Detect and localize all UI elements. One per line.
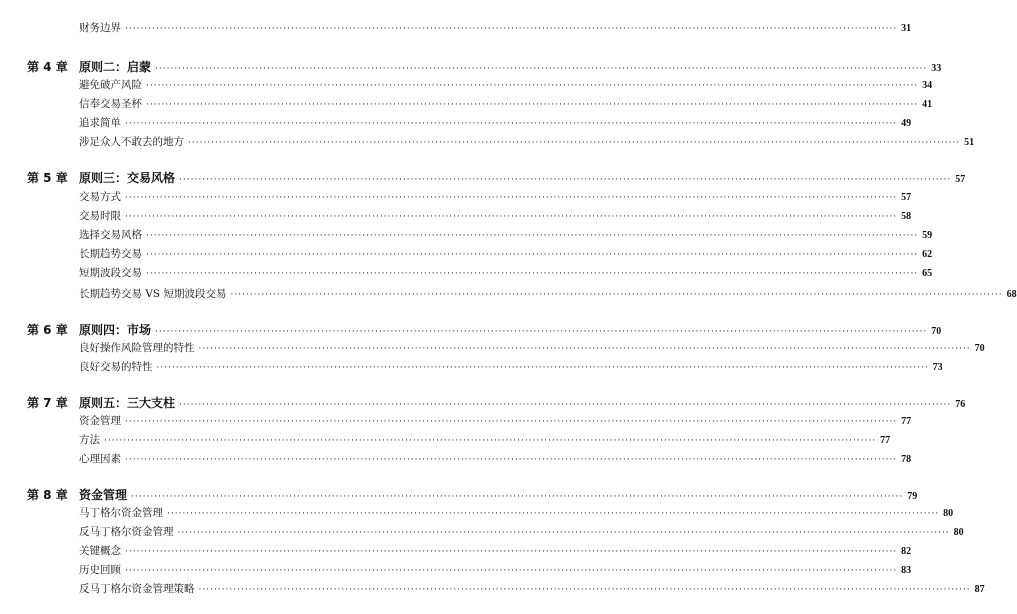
chapter-number: 第 6 章 xyxy=(27,323,68,337)
toc-entry-row[interactable] xyxy=(27,340,985,357)
dot-leader: ········································································································································································································ xyxy=(146,269,919,279)
section-title: 短期波段交易 xyxy=(79,267,142,279)
page-number: 83 xyxy=(901,565,912,576)
section-title: 交易方式 xyxy=(79,191,121,203)
section-title: 资金管理 xyxy=(79,415,121,427)
toc-entry-row[interactable] xyxy=(27,432,891,449)
toc-entry-row[interactable] xyxy=(27,189,912,206)
dot-leader: ········································································································································································································ xyxy=(188,138,961,148)
page-number: 31 xyxy=(901,23,912,34)
dot-leader: ········································································································································································································ xyxy=(146,100,919,110)
toc-entry-row[interactable] xyxy=(27,227,933,244)
dot-leader: ········································································································································································································ xyxy=(155,327,928,337)
toc-chapter-row[interactable] xyxy=(27,395,966,413)
page-number: 77 xyxy=(880,435,891,446)
section-title: 长期趋势交易 xyxy=(79,248,142,260)
page-number: 34 xyxy=(922,80,933,91)
dot-leader: ········································································································································································································ xyxy=(177,528,950,538)
section-title: 选择交易风格 xyxy=(79,229,142,241)
toc-entry-row[interactable] xyxy=(27,413,912,430)
page-number: 77 xyxy=(901,416,912,427)
dot-leader: ········································································································································································································ xyxy=(131,492,904,502)
section-title: 避免破产风险 xyxy=(79,79,142,91)
page-number: 76 xyxy=(955,399,966,410)
page-number: 79 xyxy=(907,491,918,502)
toc-entry-row[interactable] xyxy=(27,20,912,37)
section-title: 涉足众人不敢去的地方 xyxy=(79,136,184,148)
dot-leader: ········································································································································································································ xyxy=(125,119,898,129)
toc-entry-row[interactable] xyxy=(27,286,1017,303)
page-number: 70 xyxy=(974,343,985,354)
toc-chapter-row[interactable] xyxy=(27,170,966,188)
dot-leader: ········································································································································································································ xyxy=(179,175,952,185)
toc-entry-row[interactable] xyxy=(27,115,912,132)
dot-leader: ········································································································································································································ xyxy=(125,566,898,576)
toc-chapter-row[interactable] xyxy=(27,487,918,505)
section-title: 交易时限 xyxy=(79,210,121,222)
page-number: 78 xyxy=(901,454,912,465)
chapter-number: 第 8 章 xyxy=(27,488,68,502)
toc-entry-row[interactable] xyxy=(27,246,933,263)
dot-leader: ········································································································································································································ xyxy=(167,509,940,519)
toc-entry-row[interactable] xyxy=(27,581,985,598)
section-title: 良好操作风险管理的特性 xyxy=(79,342,195,354)
page-number: 62 xyxy=(922,249,933,260)
section-title: 反马丁格尔资金管理策略 xyxy=(79,583,195,595)
dot-leader: ········································································································································································································ xyxy=(125,417,898,427)
dot-leader: ········································································································································································································ xyxy=(146,250,919,260)
toc-entry-row[interactable] xyxy=(27,96,933,113)
dot-leader: ········································································································································································································ xyxy=(125,547,898,557)
toc-entry-row[interactable] xyxy=(27,77,933,94)
page-number: 59 xyxy=(922,230,933,241)
page-number: 70 xyxy=(931,326,942,337)
page-number: 51 xyxy=(964,137,975,148)
dot-leader: ········································································································································································································ xyxy=(104,436,877,446)
chapter-title: 原则三：交易风格 xyxy=(79,171,176,185)
page-number: 80 xyxy=(953,527,964,538)
section-title: 心理因素 xyxy=(79,453,121,465)
toc-entry-row[interactable] xyxy=(27,562,912,579)
page-number: 33 xyxy=(931,63,942,74)
section-title: 信奉交易圣杯 xyxy=(79,98,142,110)
toc-chapter-row[interactable] xyxy=(27,59,942,77)
dot-leader: ········································································································································································································ xyxy=(125,193,898,203)
section-title: 关键概念 xyxy=(79,545,121,557)
page-number: 87 xyxy=(974,584,985,595)
toc-entry-row[interactable] xyxy=(27,265,933,282)
page-number: 49 xyxy=(901,118,912,129)
section-title: 财务边界 xyxy=(79,22,121,34)
dot-leader: ········································································································································································································ xyxy=(155,64,928,74)
section-title: 追求简单 xyxy=(79,117,121,129)
toc-entry-row[interactable] xyxy=(27,451,912,468)
toc-entry-row[interactable] xyxy=(27,505,954,522)
section-title: 长期趋势交易 VS 短期波段交易 xyxy=(79,288,227,300)
page-number: 57 xyxy=(955,174,966,185)
chapter-title: 原则四：市场 xyxy=(79,323,152,337)
toc-entry-row[interactable] xyxy=(27,134,975,151)
chapter-number: 第 7 章 xyxy=(27,396,68,410)
chapter-title: 原则二：启蒙 xyxy=(79,60,152,74)
dot-leader: ········································································································································································································ xyxy=(125,455,898,465)
section-title: 历史回顾 xyxy=(79,564,121,576)
dot-leader: ········································································································································································································ xyxy=(125,212,898,222)
toc-entry-row[interactable] xyxy=(27,359,943,376)
toc-entry-row[interactable] xyxy=(27,543,912,560)
page-number: 68 xyxy=(1006,289,1017,300)
page-number: 82 xyxy=(901,546,912,557)
page-number: 80 xyxy=(943,508,954,519)
page-number: 41 xyxy=(922,99,933,110)
page-number: 58 xyxy=(901,211,912,222)
chapter-title: 资金管理 xyxy=(79,488,128,502)
page-number: 65 xyxy=(922,268,933,279)
toc-entry-row[interactable] xyxy=(27,208,912,225)
section-title: 反马丁格尔资金管理 xyxy=(79,526,174,538)
dot-leader: ········································································································································································································ xyxy=(146,231,919,241)
section-title: 马丁格尔资金管理 xyxy=(79,507,163,519)
dot-leader: ········································································································································································································ xyxy=(198,585,971,595)
chapter-number: 第 4 章 xyxy=(27,60,68,74)
dot-leader: ········································································································································································································ xyxy=(230,290,1003,300)
section-title: 良好交易的特性 xyxy=(79,361,153,373)
page-number: 73 xyxy=(932,362,943,373)
chapter-title: 原则五：三大支柱 xyxy=(79,396,176,410)
toc-chapter-row[interactable] xyxy=(27,322,942,340)
toc-entry-row[interactable] xyxy=(27,524,964,541)
section-title: 方法 xyxy=(79,434,100,446)
dot-leader: ········································································································································································································ xyxy=(156,363,929,373)
dot-leader: ········································································································································································································ xyxy=(146,81,919,91)
dot-leader: ········································································································································································································ xyxy=(179,400,952,410)
chapter-number: 第 5 章 xyxy=(27,171,68,185)
page-number: 57 xyxy=(901,192,912,203)
dot-leader: ········································································································································································································ xyxy=(198,344,971,354)
dot-leader: ········································································································································································································ xyxy=(125,24,898,34)
